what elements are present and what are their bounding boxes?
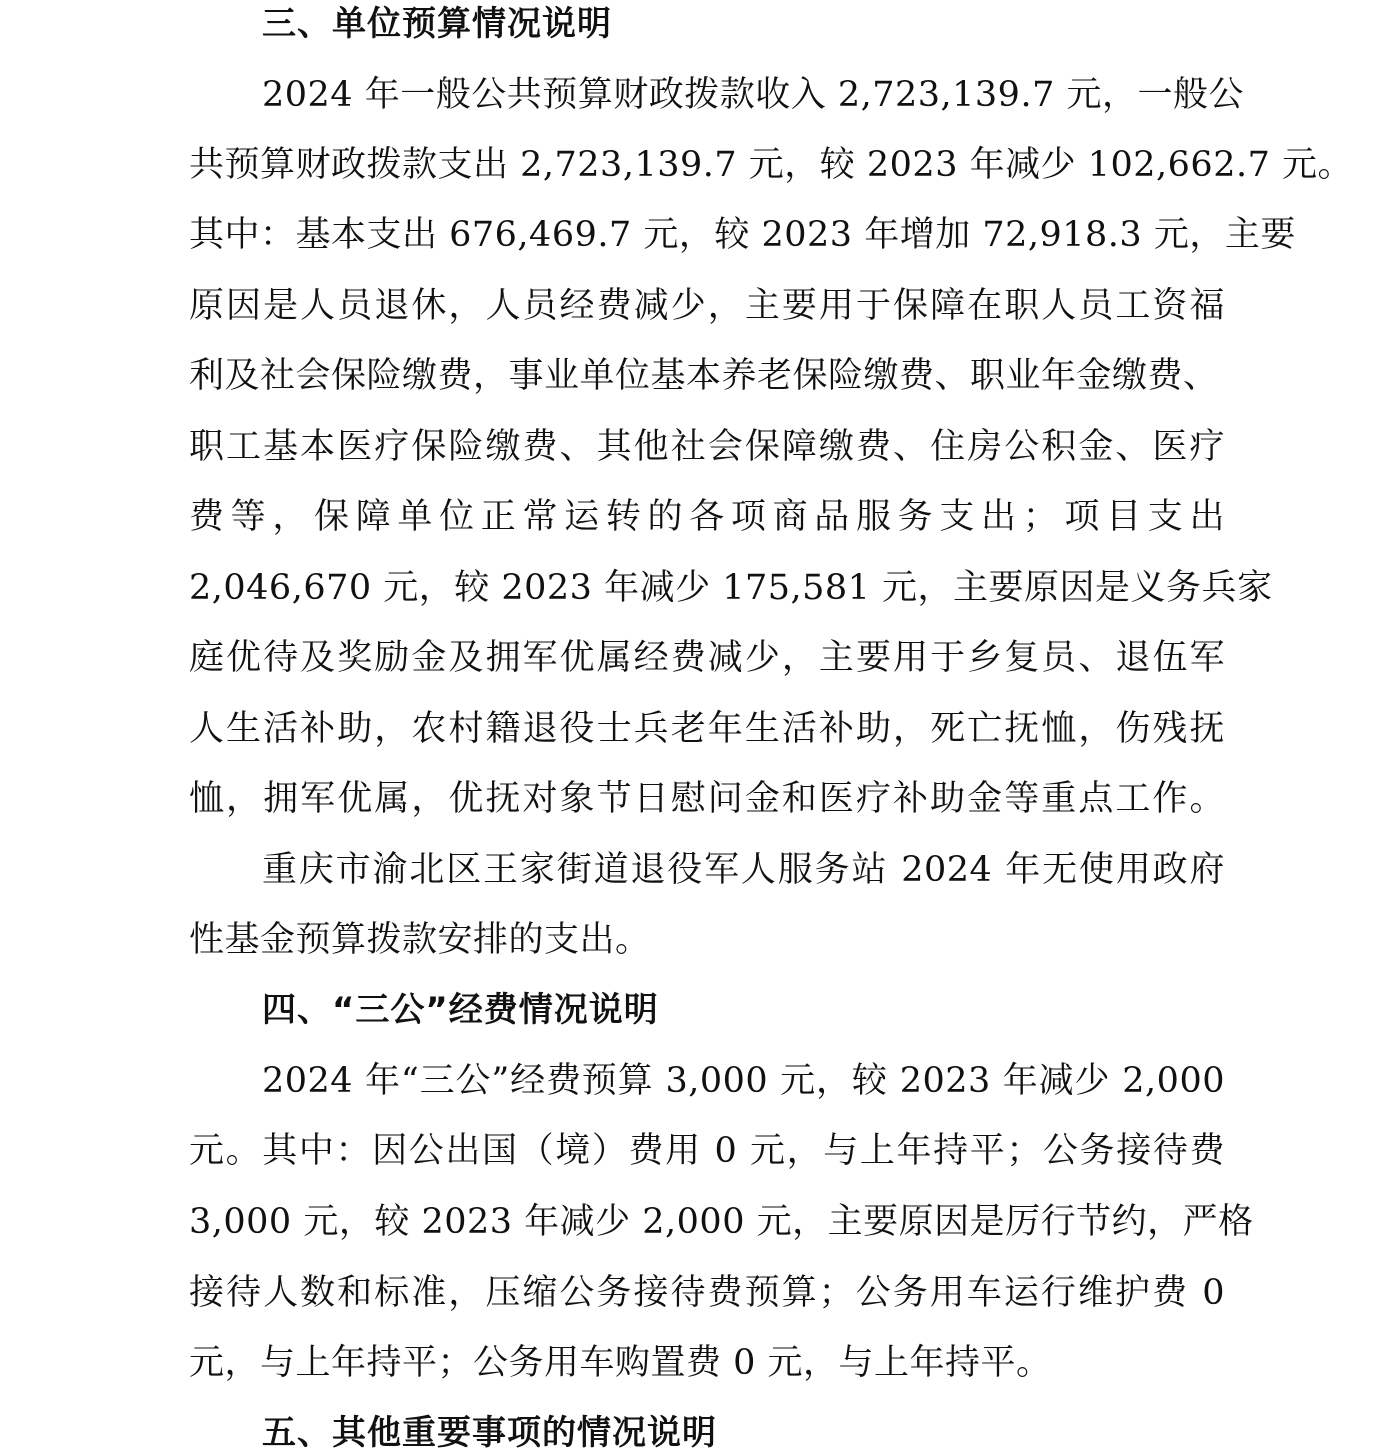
paragraph-line: 3,000 元，较 2023 年减少 2,000 元，主要原因是厉行节约，严格 [189, 1202, 1254, 1242]
paragraph-line: 共预算财政拨款支出 2,723,139.7 元，较 2023 年减少 102,662.7 元。 [189, 145, 1353, 185]
paragraph-line: 性基金预算拨款安排的支出。 [189, 920, 651, 960]
section-heading-budget: 三、单位预算情况说明 [262, 4, 612, 44]
paragraph-line: 庭优待及奖励金及拥军优属经费减少，主要用于乡复员、退伍军 [189, 638, 1225, 678]
paragraph-line: 恤，拥军优属，优抚对象节日慰问金和医疗补助金等重点工作。 [189, 779, 1225, 819]
paragraph-line: 元。其中：因公出国（境）费用 0 元，与上年持平；公务接待费 [189, 1131, 1225, 1171]
paragraph-line: 接待人数和标准，压缩公务接待费预算；公务用车运行维护费 0 [189, 1273, 1225, 1313]
paragraph-line: 2024 年“三公”经费预算 3,000 元，较 2023 年减少 2,000 [262, 1061, 1225, 1101]
paragraph-line: 元，与上年持平；公务用车购置费 0 元，与上年持平。 [189, 1343, 1052, 1383]
paragraph-line: 职工基本医疗保险缴费、其他社会保障缴费、住房公积金、医疗 [189, 427, 1225, 467]
paragraph-line: 其中：基本支出 676,469.7 元，较 2023 年增加 72,918.3 元，主要 [189, 215, 1296, 255]
paragraph-line: 费等，保障单位正常运转的各项商品服务支出；项目支出 [189, 497, 1225, 537]
paragraph-line: 重庆市渝北区王家街道退役军人服务站 2024 年无使用政府 [262, 850, 1225, 890]
paragraph-line: 原因是人员退休，人员经费减少，主要用于保障在职人员工资福 [189, 286, 1225, 326]
section-heading-other-matters: 五、其他重要事项的情况说明 [262, 1413, 717, 1453]
paragraph-line: 2024 年一般公共预算财政拨款收入 2,723,139.7 元，一般公 [262, 75, 1244, 115]
paragraph-line: 人生活补助，农村籍退役士兵老年生活补助，死亡抚恤，伤残抚 [189, 709, 1225, 749]
paragraph-line: 利及社会保险缴费，事业单位基本养老保险缴费、职业年金缴费、 [189, 356, 1219, 396]
paragraph-line: 2,046,670 元，较 2023 年减少 175,581 元，主要原因是义务兵家 [189, 568, 1273, 608]
section-heading-three-public: 四、“三公”经费情况说明 [262, 990, 659, 1030]
